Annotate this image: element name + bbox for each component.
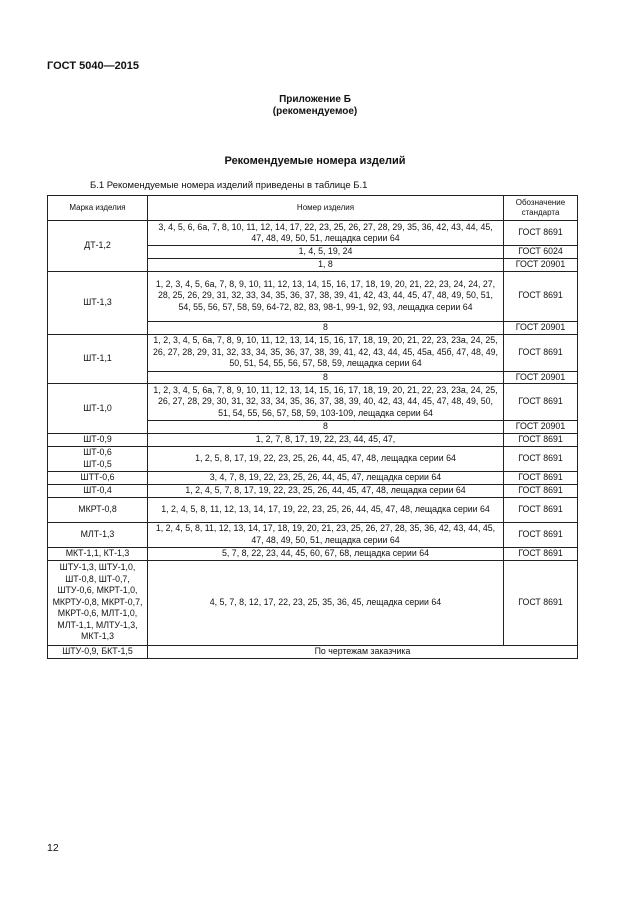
table-header-row — [48, 196, 578, 221]
standard-cell: ГОСТ 8691 — [504, 433, 578, 446]
standard-cell: ГОСТ 20901 — [504, 259, 578, 272]
standard-cell: ГОСТ 20901 — [504, 421, 578, 434]
table-row — [48, 560, 578, 645]
table-row — [48, 497, 578, 522]
numbers-cell: 1, 2, 4, 5, 8, 11, 12, 13, 14, 17, 19, 22, 23, 25, 26, 44, 45, 47, 48, лещадка серии 64 — [148, 497, 504, 522]
standard-cell: ГОСТ 8691 — [504, 471, 578, 484]
table-row — [48, 471, 578, 484]
standard-cell: ГОСТ 8691 — [504, 334, 578, 371]
standard-cell: ГОСТ 8691 — [504, 522, 578, 547]
table-row — [48, 334, 578, 371]
numbers-cell: 1, 4, 5, 19, 24 — [148, 246, 504, 259]
mark-cell: МКРТ-0,8 — [48, 497, 148, 522]
numbers-cell: 1, 2, 4, 5, 8, 11, 12, 13, 14, 17, 18, 19, 20, 21, 23, 25, 26, 27, 28, 35, 36, 42, 43, 44, 45, 47, 48, 49, 50, 51, лещадка серии 64 — [148, 522, 504, 547]
numbers-cell: 8 — [148, 371, 504, 384]
table-row — [48, 446, 578, 471]
numbers-cell: 1, 2, 7, 8, 17, 19, 22, 23, 44, 45, 47, — [148, 433, 504, 446]
numbers-cell: 1, 8 — [148, 259, 504, 272]
mark-cell: ШТ-1,0 — [48, 384, 148, 434]
numbers-cell: 8 — [148, 421, 504, 434]
numbers-cell: 3, 4, 7, 8, 19, 22, 23, 25, 26, 44, 45, 47, лещадка серии 64 — [148, 471, 504, 484]
document-code: ГОСТ 5040—2015 — [47, 60, 140, 72]
mark-cell: МКТ-1,1, КТ-1,3 — [48, 547, 148, 560]
customer-drawings-cell: По чертежам заказчика — [148, 645, 578, 658]
numbers-cell: 1, 2, 5, 8, 17, 19, 22, 23, 25, 26, 44, 45, 47, 48, лещадка серии 64 — [148, 446, 504, 471]
standard-cell: ГОСТ 8691 — [504, 271, 578, 321]
numbers-cell: 1, 2, 3, 4, 5, 6а, 7, 8, 9, 10, 11, 12, 13, 14, 15, 16, 17, 18, 19, 20, 21, 22, 23, 23а, 24, 25, 26, 27, 28, 29, 30, 31, 32, 33, 34, 35, 36, 37, 38, 39, 40, 42, 43, 44, 45, 47, 48, 49, 50, 51, 54, 55, 56, 57, 58, 59, 103-109, лещадка серии 64 — [148, 384, 504, 421]
numbers-cell: 1, 2, 3, 4, 5, 6а, 7, 8, 9, 10, 11, 12, 13, 14, 15, 16, 17, 18, 19, 20, 21, 22, 23, 24, 24, 27, 28, 25, 26, 29, 31, 32, 33, 34, 35, 36, 37, 38, 39, 41, 42, 43, 44, 45, 47, 48, 49, 50, 51, 54, 55, 56, 57, 58, 59, 64-72, 82, 83, 98-1, 99-1, 92, 93, лещадка серии 64 — [148, 271, 504, 321]
numbers-cell: 1, 2, 4, 5, 7, 8, 17, 19, 22, 23, 25, 26, 44, 45, 47, 48, лещадка серии 64 — [148, 484, 504, 497]
standard-cell: ГОСТ 8691 — [504, 497, 578, 522]
table-row — [48, 522, 578, 547]
table-row — [48, 547, 578, 560]
table-row — [48, 433, 578, 446]
standard-cell: ГОСТ 8691 — [504, 560, 578, 645]
table-row — [48, 645, 578, 658]
header-standard: Обозначение стандарта — [504, 196, 578, 221]
standard-cell: ГОСТ 8691 — [504, 547, 578, 560]
section-title: Рекомендуемые номера изделий — [224, 155, 406, 167]
numbers-cell: 4, 5, 7, 8, 12, 17, 22, 23, 25, 35, 36, 45, лещадка серии 64 — [148, 560, 504, 645]
appendix-heading — [0, 94, 630, 118]
standard-cell: ГОСТ 6024 — [504, 246, 578, 259]
mark-cell: ШТ-1,1 — [48, 334, 148, 384]
header-mark: Марка изделия — [48, 196, 148, 221]
table-row — [48, 384, 578, 421]
page-number: 12 — [47, 842, 59, 854]
mark-cell: ШТ-0,9 — [48, 433, 148, 446]
recommended-numbers-table — [47, 195, 578, 659]
standard-cell: ГОСТ 8691 — [504, 384, 578, 421]
standard-cell: ГОСТ 8691 — [504, 446, 578, 471]
numbers-cell: 5, 7, 8, 22, 23, 44, 45, 60, 67, 68, лещадка серии 64 — [148, 547, 504, 560]
mark-cell: ШТ-0,6 ШТ-0,5 — [48, 446, 148, 471]
standard-cell: ГОСТ 20901 — [504, 321, 578, 334]
table-body — [48, 221, 578, 659]
table-intro-text: Б.1 Рекомендуемые номера изделий приведены в таблице Б.1 — [90, 180, 368, 191]
mark-cell: ШТ-0,4 — [48, 484, 148, 497]
numbers-cell: 3, 4, 5, 6, 6а, 7, 8, 10, 11, 12, 14, 17, 22, 23, 25, 26, 27, 28, 29, 35, 36, 42, 43, 44, 45, 47, 48, 49, 50, 51, лещадка серии 64 — [148, 221, 504, 246]
table-row — [48, 484, 578, 497]
mark-cell: ШТУ-1,3, ШТУ-1,0, ШТ-0,8, ШТ-0,7, ШТУ-0,6, МКРТ-1,0, МКРТУ-0,8, МКРТ-0,7, МКРТ-0,6, МЛТ-1,0, МЛТ-1,1, МЛТУ-1,3, МКТ-1,3 — [48, 560, 148, 645]
numbers-cell: 1, 2, 3, 4, 5, 6а, 7, 8, 9, 10, 11, 12, 13, 14, 15, 16, 17, 18, 19, 20, 21, 22, 23, 23а, 24, 25, 26, 27, 28, 29, 31, 32, 33, 34, 35, 36, 37, 38, 39, 41, 42, 43, 44, 45, 45а, 45б, 47, 48, 49, 50, 51, 54, 55, 56, 57, 58, 59, лещадка серии 64 — [148, 334, 504, 371]
table-row — [48, 221, 578, 246]
numbers-cell: 8 — [148, 321, 504, 334]
mark-cell: ШТТ-0,6 — [48, 471, 148, 484]
standard-cell: ГОСТ 8691 — [504, 221, 578, 246]
table-row — [48, 271, 578, 321]
mark-cell: МЛТ-1,3 — [48, 522, 148, 547]
standard-cell: ГОСТ 20901 — [504, 371, 578, 384]
appendix-subtitle: (рекомендуемое) — [272, 106, 358, 117]
mark-cell: ШТУ-0,9, БКТ-1,5 — [48, 645, 148, 658]
header-number: Номер изделия — [148, 196, 504, 221]
mark-cell: ДТ-1,2 — [48, 221, 148, 272]
standard-cell: ГОСТ 8691 — [504, 484, 578, 497]
mark-cell: ШТ-1,3 — [48, 271, 148, 334]
appendix-title: Приложение Б — [279, 94, 351, 105]
